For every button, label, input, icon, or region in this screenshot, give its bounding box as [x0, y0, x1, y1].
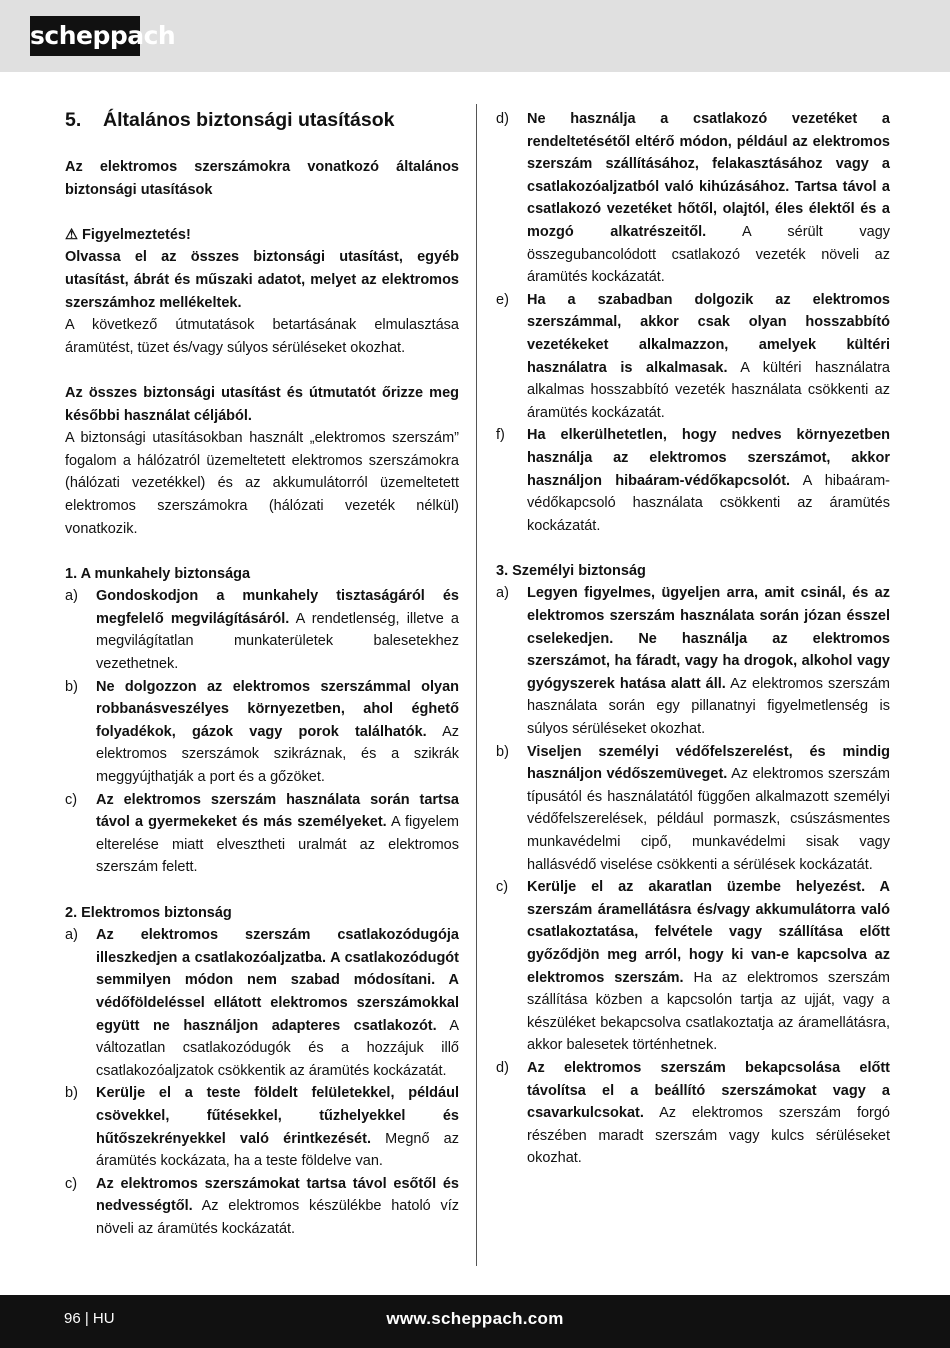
- item-bold-text: Ne használja a csatlakozó vezetéket a rendeltetésétől eltérő módon, például az elektromos szerszám szállításához, felakasztásához vagy a csatlakozóaljzatból való kihúzásához. Tartsa távol a csatlakozó vezetéket hőtől, olajtól, éles élektől és a mozgó alkatrészeitől.: [527, 111, 890, 240]
- item-body-text: A rendetlenség, illetve a megvilágítatlan munkaterületek balesetekhez vezethetnek.: [96, 610, 460, 673]
- scheppach-logo: scheppach: [30, 16, 140, 56]
- item-label: a): [65, 588, 78, 605]
- item-body-text: Ha az elektromos szerszám szállítása közben a kapcsolón tartja az ujját, vagy a készüléket bekapcsolva csatlakoztatja az áramellátásra, akkor balesetek történhetnek.: [527, 969, 891, 1054]
- item-text: [96, 924, 459, 1082]
- item-body-text: Az elektromos készülékbe hatoló víz növeli az áramütés kockázatát.: [96, 1198, 459, 1237]
- page-number: 96 | HU: [64, 1310, 115, 1327]
- list-item: [496, 741, 890, 877]
- section-title: Általános biztonsági utasítások: [103, 109, 395, 131]
- keep-instructions-bold: Az összes biztonsági utasítást és útmutatót őrizze meg későbbi használat céljából.: [65, 384, 459, 424]
- section-subtitle: Az elektromos szerszámokra vonatkozó általános biztonsági utasítások: [65, 159, 459, 198]
- s3-list: [496, 582, 890, 1169]
- website-link[interactable]: www.scheppach.com: [386, 1309, 564, 1328]
- item-label: b): [65, 678, 78, 695]
- item-label: c): [496, 879, 509, 896]
- list-item: [65, 924, 459, 1082]
- item-bold-text: Ha a szabadban dolgozik az elektromos szerszámmal, akkor csak olyan hosszabbító vezetékeket alkalmazzon, amelyek kültéri használatra is alkalmasak.: [527, 291, 890, 376]
- page-footer: [0, 1295, 950, 1348]
- item-label: a): [65, 927, 78, 944]
- item-text: [527, 424, 890, 537]
- item-body-text: Az elektromos szerszám forgó részében maradt szerszám vagy kulcs sérüléseket okozhat.: [527, 1105, 890, 1167]
- warning-heading: [65, 224, 459, 247]
- item-text: [527, 1057, 890, 1170]
- item-label: c): [65, 1175, 78, 1192]
- list-item: [496, 108, 890, 289]
- item-bold-text: Legyen figyelmes, ügyeljen arra, amit csinál, és az elektromos szerszám használata során józan ésszel cselekedjen. Ne használja az elektromos szerszámot, ha fáradt, vagy ha drogok, alkohol vagy gyógyszerek hatása alatt áll.: [527, 585, 890, 692]
- section-number: 5.: [65, 109, 82, 131]
- item-bold-text: Az elektromos szerszám használata során tartsa távol a gyermekeket és más személyeket.: [96, 791, 459, 831]
- warning-text: A következő útmutatások betartásának elmulasztása áramütést, tüzet és/vagy súlyos sérüléseket okozhat.: [65, 317, 459, 356]
- list-item: [496, 289, 890, 425]
- list-item: [496, 1057, 890, 1170]
- item-label: e): [496, 291, 509, 308]
- s1-title: 1. A munkahely biztonsága: [65, 565, 251, 582]
- item-body-text: A változatlan csatlakozódugók és a hozzájuk illő csatlakozóaljzatok csökkentik az áramütés kockázatát.: [96, 1017, 459, 1079]
- item-body-text: Az elektromos szerszám használata során egy pillanatnyi figyelmetlenség is súlyos sérüléseket okozhat.: [527, 675, 891, 738]
- item-text: [96, 676, 459, 789]
- s1-list: [65, 585, 459, 879]
- list-item: [65, 585, 459, 675]
- item-label: a): [496, 585, 509, 602]
- item-text: [527, 741, 890, 877]
- s2-list: [65, 924, 459, 1240]
- item-bold-text: Kerülje el a teste földelt felületekkel, például csövekkel, fűtésekkel, tűzhelyekkel és hűtőszekrényekkel való érintkezését.: [96, 1085, 459, 1147]
- warning-bold-text: Olvassa el az összes biztonsági utasítást, egyéb utasítást, ábrát és műszaki adatot, melyet az elektromos szerszámhoz mellékeltek.: [65, 249, 459, 311]
- item-bold-text: Kerülje el az akaratlan üzembe helyezést. A szerszám áramellátásra és/vagy akkumulátorra való csatlakoztatása, felvétele vagy szállítása előtt győződjön meg arról, hogy ki van-e kapcsolva az elektromos szerszám.: [527, 879, 890, 986]
- warning-label: Figyelmeztetés!: [82, 226, 191, 243]
- list-item: [65, 1173, 459, 1241]
- list-item: [65, 1082, 459, 1172]
- list-item: [496, 582, 890, 740]
- item-body-text: A figyelem elterelése miatt elvesztheti uralmát az elektromos szerszám felett.: [96, 814, 459, 876]
- keep-instructions-text: A biztonsági utasításokban használt „elektromos szerszám” fogalom a hálózatról üzemeltetett elektromos szerszámokra (hálózati vezetékkel) és az akkumulátorról üzemeltetett elektromos szerszámokra (hálózati vezeték nélkül) vonatkozik.: [65, 430, 459, 537]
- list-item: [65, 789, 459, 879]
- warning-icon: ⚠: [65, 226, 78, 243]
- item-body-text: Az elektromos szerszámok szikráznak, és a szikrák meggyújthatják a port és a gőzöket.: [96, 723, 460, 786]
- item-body-text: A hibaáram-védőkapcsoló használata csökkenti az áramütés kockázatát.: [527, 472, 890, 534]
- item-bold-text: Ne dolgozzon az elektromos szerszámmal olyan robbanásveszélyes környezetben, ahol éghető folyadékok, gázok vagy porok találhatók.: [96, 678, 459, 740]
- right-column: [496, 108, 890, 1170]
- item-text: [96, 1082, 459, 1172]
- page-header: [0, 0, 950, 72]
- item-text: [96, 585, 459, 675]
- item-text: [96, 1173, 459, 1241]
- list-item: [65, 676, 459, 789]
- list-item: [496, 424, 890, 537]
- item-label: d): [496, 111, 509, 127]
- item-text: [527, 289, 890, 425]
- s3-title: 3. Személyi biztonság: [496, 562, 646, 579]
- item-label: b): [496, 743, 509, 760]
- item-bold-text: Viseljen személyi védőfelszerelést, és mindig használjon védőszemüveget.: [527, 743, 890, 783]
- column-divider: [476, 104, 477, 1266]
- item-text: [527, 108, 890, 289]
- item-label: c): [65, 791, 78, 808]
- item-label: b): [65, 1085, 78, 1102]
- item-text: [527, 582, 890, 740]
- item-label: d): [496, 1059, 509, 1076]
- item-bold-text: Az elektromos szerszám csatlakozódugója illeszkedjen a csatlakozóaljzatba. A csatlakozódugót semmilyen módon nem szabad módosítani. A védőföldeléssel ellátott elektromos szerszámokkal együtt ne használjon adapteres csatlakozót.: [96, 927, 459, 1034]
- item-bold-text: Az elektromos szerszám bekapcsolása előtt távolítsa el a beállító szerszámokat vagy a csavarkulcsokat.: [527, 1059, 890, 1122]
- item-label: f): [496, 427, 505, 444]
- s2-title: 2. Elektromos biztonság: [65, 904, 232, 921]
- item-bold-text: Gondoskodjon a munkahely tisztaságáról és megfelelő megvilágításáról.: [96, 588, 459, 627]
- item-body-text: A kültéri használatra alkalmas hosszabbító vezeték használata csökkenti az áramütés kockázatát.: [527, 359, 890, 421]
- item-text: [96, 789, 459, 879]
- list-item: [496, 876, 890, 1057]
- item-body-text: A sérült vagy összegubancolódott csatlakozó vezeték növeli az áramütés kockázatát.: [527, 223, 891, 286]
- item-text: [527, 876, 890, 1057]
- item-body-text: Az elektromos szerszám típusától és használatától függően alkalmazott személyi védőfelszerelések, például pormaszk, csúszásmentes munkavédelmi cipő, munkavédelmi sisak vagy hallásvédő viselése csökkenti a sérülések kockázatát.: [527, 766, 890, 873]
- section-heading: [65, 108, 459, 132]
- item-body-text: Megnő az áramütés kockázata, ha a teste földelve van.: [96, 1130, 459, 1170]
- s2-list-continued: [496, 108, 890, 537]
- item-bold-text: Ha elkerülhetetlen, hogy nedves környezetben használja az elektromos szerszámot, akkor használjon hibaáram-védőkapcsolót.: [527, 427, 890, 489]
- left-column: [65, 108, 459, 1241]
- item-bold-text: Az elektromos szerszámokat tartsa távol esőtől és nedvességtől.: [96, 1175, 459, 1215]
